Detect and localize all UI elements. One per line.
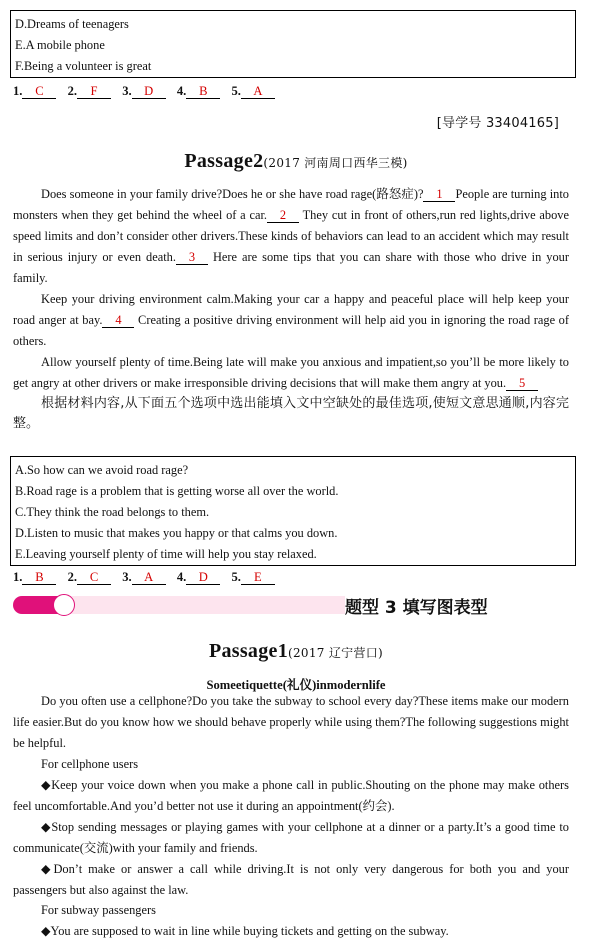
answer-num: 2. xyxy=(67,570,78,584)
text: Allow yourself plenty of time.Being late will make you anxious and impatient,so you’ll be more likely to get angry at other drivers or make irresponsible driving decisions that will make them angry at you. xyxy=(13,355,569,390)
text: Keep your driving environment calm.Making your car a happy and peaceful place will help keep your road anger at bay. xyxy=(13,292,569,327)
section-heading: 题型 3 填写图表型 xyxy=(345,598,488,618)
answer-num: 1. xyxy=(13,84,23,98)
passage1-bullets xyxy=(13,775,569,901)
bullet-1: ◆Keep your voice down when you make a phone call in public.Shouting on the phone may make others feel uncomfortable.And you’d better not use it during an appointment(约会). xyxy=(13,778,569,813)
text: Does someone in your family drive?Does he or she have road rage(路怒症)? xyxy=(41,187,424,201)
answer-line-2 xyxy=(13,568,283,586)
passage2-body xyxy=(13,184,569,434)
answer-value: A xyxy=(241,84,275,99)
answer-value: F xyxy=(77,84,111,99)
instruction: 根据材料内容,从下面五个选项中选出能填入文中空缺处的最佳选项,使短文意思通顺,内容完整。 xyxy=(13,396,569,431)
answer-value: D xyxy=(132,84,166,99)
passage1-bullets-2 xyxy=(13,921,569,942)
document-id: [导学号 33404165] xyxy=(436,116,559,131)
answer-num: 3. xyxy=(122,570,132,584)
bullet-4: ◆You are supposed to wait in line while buying tickets and getting on the subway. xyxy=(41,924,449,938)
text: People are turning into monsters when they get behind the wheel of a car. xyxy=(13,187,569,222)
answer-value: C xyxy=(77,570,111,585)
subheading-cellphone: For cellphone users xyxy=(41,757,139,771)
passage1-title xyxy=(0,640,592,663)
option-f: F.Being a volunteer is great xyxy=(15,59,152,73)
passage2-title-text: Passage2 xyxy=(184,150,264,172)
option-d: D.Listen to music that makes you happy or that calms you down. xyxy=(15,526,338,540)
passage2-source: (2017 河南周口西华三模) xyxy=(263,156,408,170)
answer-num: 5. xyxy=(231,570,241,584)
passage1-source: (2017 辽宁营口) xyxy=(288,646,384,660)
blank-1: 1 xyxy=(423,187,455,202)
passage1-intro-text: Do you often use a cellphone?Do you take the subway to school every day?These items make our modern life easier.But do you know how we should behave properly while using them?The following suggestions might be helpful. xyxy=(13,694,569,750)
answer-value: D xyxy=(186,570,220,585)
answer-num: 4. xyxy=(176,570,187,584)
option-b: B.Road rage is a problem that is getting worse all over the world. xyxy=(15,484,339,498)
blank-5: 5 xyxy=(506,376,538,391)
blank-2: 2 xyxy=(267,208,299,223)
blank-3: 3 xyxy=(176,250,208,265)
blank-4: 4 xyxy=(102,313,134,328)
option-a: A.So how can we avoid road rage? xyxy=(15,463,189,477)
text: Creating a positive driving environment will help aid you in ignoring the road rage of others. xyxy=(13,313,569,348)
bullet-3: ◆Don’t make or answer a call while driving.It is not only very dangerous for both you and your passengers but also against the law. xyxy=(13,862,569,897)
subheading-subway: For subway passengers xyxy=(41,903,156,917)
passage2-para-3 xyxy=(13,352,569,394)
option-d: D.Dreams of teenagers xyxy=(15,17,129,31)
section-banner xyxy=(13,594,573,616)
answer-value: C xyxy=(22,84,56,99)
answer-value: A xyxy=(132,570,166,585)
passage2-para-1 xyxy=(13,184,569,289)
passage2-para-2 xyxy=(13,289,569,352)
answer-num: 4. xyxy=(176,84,187,98)
answer-value: E xyxy=(241,570,275,585)
answer-value: B xyxy=(186,84,220,99)
answer-num: 5. xyxy=(231,84,241,98)
banner-knob-icon xyxy=(53,594,75,616)
article-title: Someetiquette(礼仪)inmodernlife xyxy=(206,678,386,692)
passage1-title-text: Passage1 xyxy=(208,640,289,662)
answer-num: 1. xyxy=(13,570,23,584)
option-c: C.They think the road belongs to them. xyxy=(15,505,210,519)
option-e: E.Leaving yourself plenty of time will help you stay relaxed. xyxy=(15,547,317,561)
text: Here are some tips that you can share with those who drive in your family. xyxy=(13,250,569,285)
options-box-2 xyxy=(10,456,576,566)
answer-num: 3. xyxy=(122,84,132,98)
passage1-intro xyxy=(13,691,569,754)
option-e: E.A mobile phone xyxy=(15,38,105,52)
passage2-title xyxy=(0,150,592,173)
answer-value: B xyxy=(22,570,56,585)
text: They cut in front of others,run red lights,drive above speed limits and don’t consider other drivers.These kinds of behaviors can lead to an accident which may result in serious injury or even death. xyxy=(13,208,569,264)
options-box-1 xyxy=(10,10,576,78)
answer-num: 2. xyxy=(67,84,78,98)
bullet-2: ◆Stop sending messages or playing games with your cellphone at a dinner or a party.It’s a good time to communicate(交流)with your family and friends. xyxy=(13,820,569,855)
answer-line-1 xyxy=(13,82,283,100)
